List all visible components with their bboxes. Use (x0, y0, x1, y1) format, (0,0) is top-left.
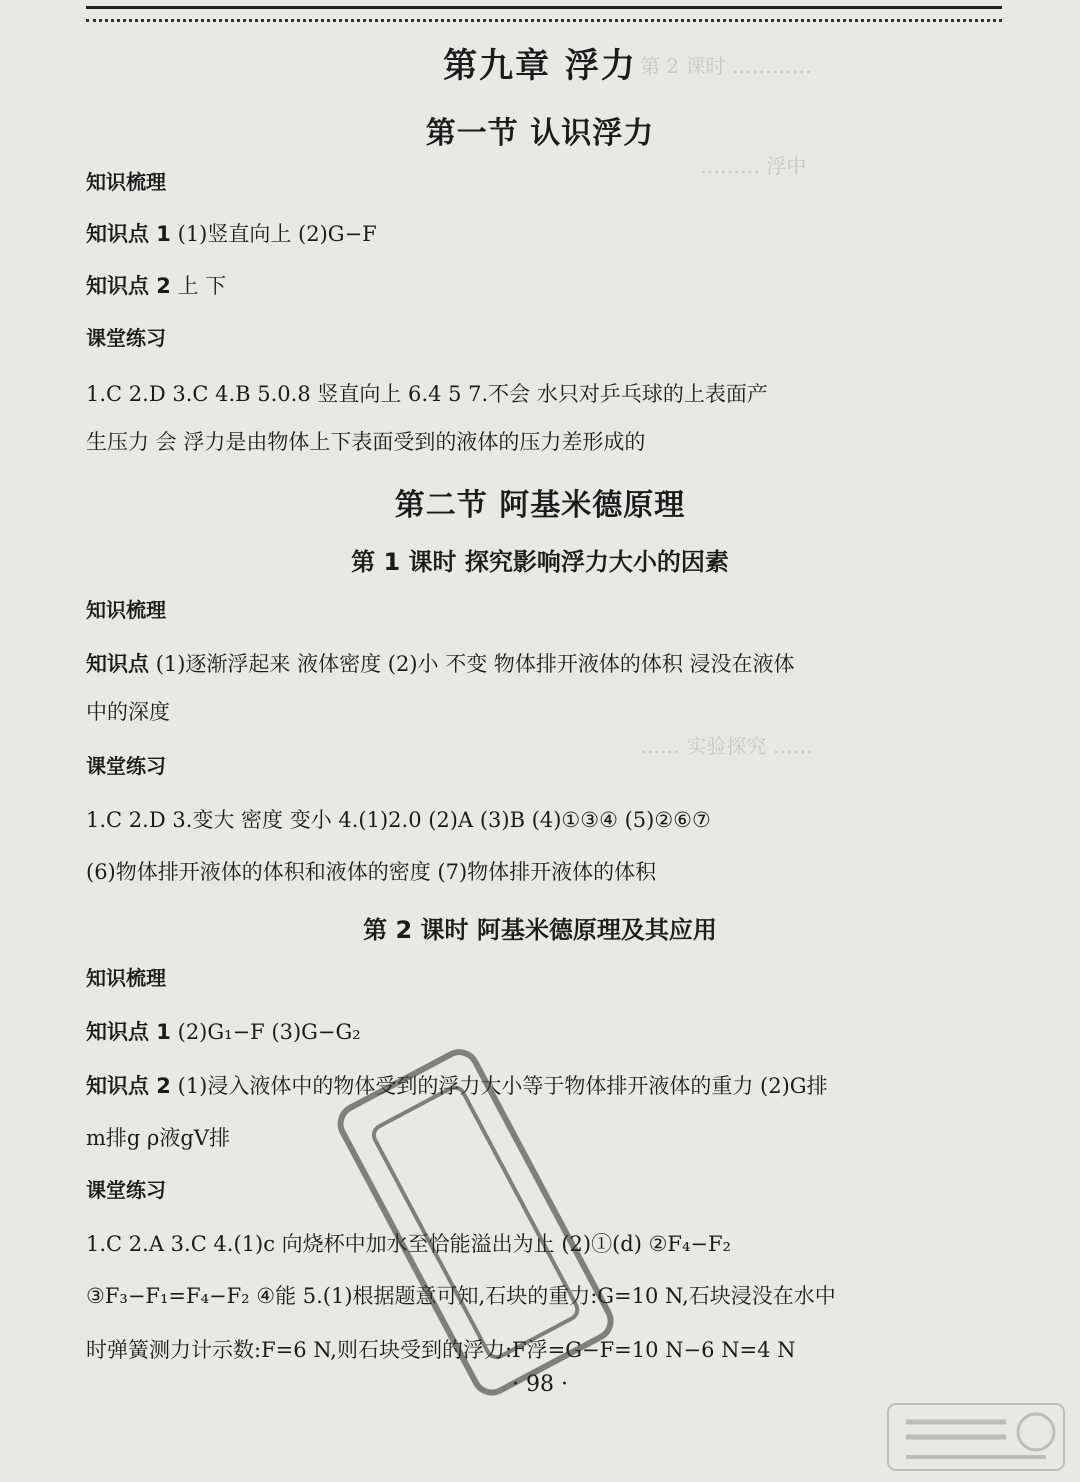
answer-line: 1.C 2.A 3.C 4.(1)c 向烧杯中加水至恰能溢出为止 (2)①(d) ②F₄−F₂ (86, 1232, 731, 1256)
practice-heading: 课堂练习 (86, 1178, 166, 1202)
show-through-text: 第 2 课时 ………… (640, 54, 812, 78)
point-label: 知识点 2 (86, 1074, 171, 1098)
point-answer: 上 下 (177, 274, 227, 298)
knowledge-point-line (86, 648, 1000, 678)
ink-stamp (330, 1040, 630, 1400)
point-answer: (1)浸入液体中的物体受到的浮力大小等于物体排开液体的重力 (2)G排 (177, 1074, 828, 1098)
point-label: 知识点 1 (86, 222, 171, 246)
point-label: 知识点 1 (86, 1020, 171, 1044)
knowledge-heading: 知识梳理 (86, 598, 166, 622)
lesson-title: 第 1 课时 探究影响浮力大小的因素 (351, 548, 729, 576)
answer-line: 时弹簧测力计示数:F=6 N,则石块受到的浮力:F浮=G−F=10 N−6 N=4 N (86, 1338, 796, 1362)
point-answer: (1)逐渐浮起来 液体密度 (2)小 不变 物体排开液体的体积 浸没在液体 (155, 652, 795, 676)
point-label: 知识点 2 (86, 274, 171, 298)
knowledge-heading: 知识梳理 (86, 170, 166, 194)
answer-line: m排g ρ液gV排 (86, 1126, 230, 1150)
point-answer: (1)竖直向上 (2)G−F (177, 222, 377, 246)
section-title: 第二节 阿基米德原理 (394, 488, 686, 523)
point-answer: (2)G₁−F (3)G−G₂ (177, 1020, 361, 1044)
knowledge-heading: 知识梳理 (86, 966, 166, 990)
show-through-text: …… 实验探究 …… (640, 734, 813, 758)
section-title: 第一节 认识浮力 (425, 116, 655, 151)
answer-line: 1.C 2.D 3.变大 密度 变小 4.(1)2.0 (2)A (3)B (4)①③④ (5)②⑥⑦ (86, 808, 711, 832)
answer-line: 生压力 会 浮力是由物体上下表面受到的液体的压力差形成的 (86, 430, 646, 454)
knowledge-point-line (86, 270, 1000, 300)
answer-line: (6)物体排开液体的体积和液体的密度 (7)物体排开液体的体积 (86, 860, 657, 884)
answer-line: 中的深度 (86, 700, 170, 724)
page-number: · 98 · (512, 1372, 568, 1397)
show-through-text: ……… 浮中 (700, 154, 807, 178)
practice-heading: 课堂练习 (86, 754, 166, 778)
lesson-title: 第 2 课时 阿基米德原理及其应用 (363, 916, 717, 944)
practice-heading: 课堂练习 (86, 326, 166, 350)
answer-line: 1.C 2.D 3.C 4.B 5.0.8 竖直向上 6.4 5 7.不会 水只对乒乓球的上表面产 (86, 382, 768, 406)
top-rule (86, 6, 1002, 22)
answer-line: ③F₃−F₁=F₄−F₂ ④能 5.(1)根据题意可知,石块的重力:G=10 N,石块浸没在水中 (86, 1284, 836, 1308)
point-label: 知识点 (86, 652, 149, 676)
chapter-title: 第九章 浮力 (443, 46, 637, 86)
watermark-logo (886, 1402, 1066, 1472)
knowledge-point-line (86, 218, 1000, 248)
